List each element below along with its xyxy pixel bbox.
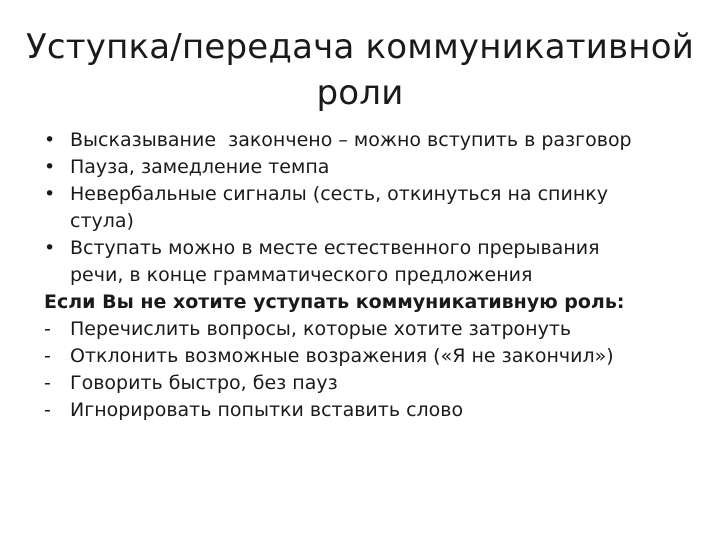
bullet-text bbox=[70, 154, 684, 181]
dash-marker: - bbox=[44, 345, 51, 367]
bullet-line: Высказывание закончено – можно вступить в разговор bbox=[70, 129, 632, 151]
dash-item bbox=[44, 397, 684, 424]
dash-text: Отклонить возможные возражения («Я не закончил») bbox=[70, 345, 614, 367]
bullet-line: Вступать можно в месте естественного прерывания bbox=[70, 237, 600, 259]
dash-marker: - bbox=[44, 318, 51, 340]
bullet-text bbox=[70, 181, 684, 235]
bullet-item bbox=[44, 154, 684, 181]
bullet-marker: • bbox=[44, 156, 56, 178]
bullet-marker: • bbox=[44, 129, 56, 151]
bullet-marker: • bbox=[44, 183, 56, 205]
bullet-item bbox=[44, 181, 684, 235]
dash-text: Говорить быстро, без пауз bbox=[70, 372, 338, 394]
dash-item bbox=[44, 316, 684, 343]
bullet-text bbox=[70, 127, 684, 154]
slide-title bbox=[20, 24, 700, 116]
bullet-line: Невербальные сигналы (сесть, откинуться на спинку bbox=[70, 183, 608, 205]
bullet-text bbox=[70, 235, 684, 289]
title-line-1: Уступка/передача коммуникативной bbox=[25, 27, 695, 67]
bullet-line: речи, в конце грамматического предложения bbox=[70, 264, 533, 286]
bullet-line: Пауза, замедление темпа bbox=[70, 156, 330, 178]
bullet-item bbox=[44, 235, 684, 289]
bullet-marker: • bbox=[44, 237, 56, 259]
dash-marker: - bbox=[44, 372, 51, 394]
dash-item bbox=[44, 343, 684, 370]
section-heading: Если Вы не хотите уступать коммуникативную роль: bbox=[44, 291, 625, 313]
bullet-item bbox=[44, 127, 684, 154]
dash-item bbox=[44, 370, 684, 397]
title-line-2: роли bbox=[316, 73, 404, 113]
bullet-line: стула) bbox=[70, 210, 134, 232]
dash-text: Игнорировать попытки вставить слово bbox=[70, 399, 464, 421]
slide-body bbox=[44, 127, 684, 424]
dash-marker: - bbox=[44, 399, 51, 421]
dash-text: Перечислить вопросы, которые хотите затронуть bbox=[70, 318, 572, 340]
